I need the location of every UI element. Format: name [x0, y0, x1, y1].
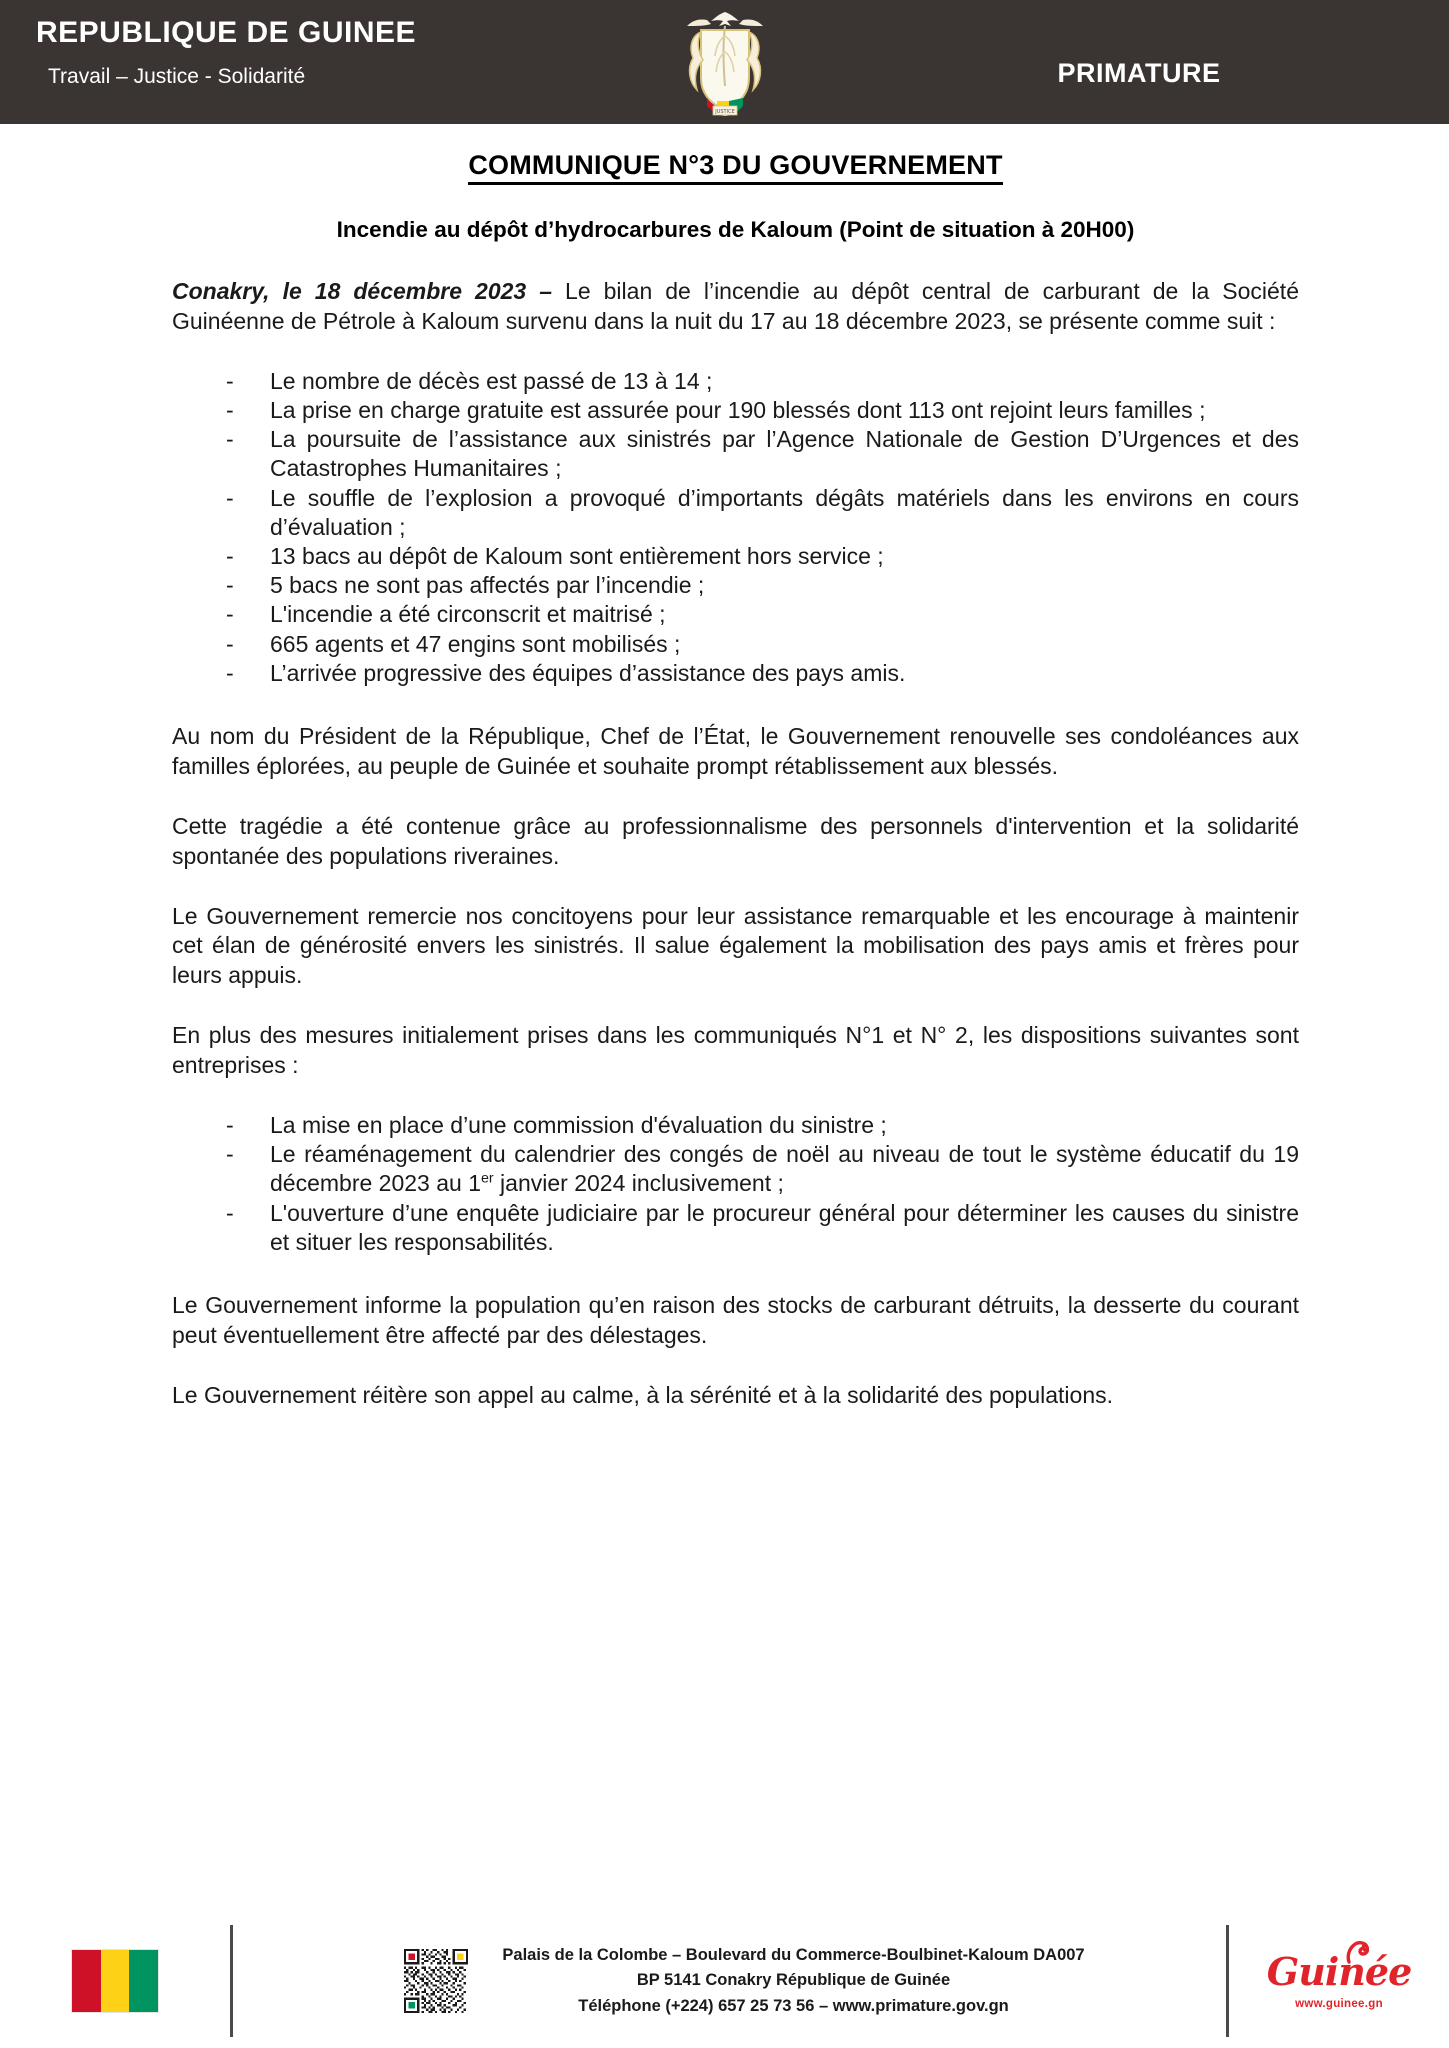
guinee-logo — [1266, 1948, 1412, 1994]
list-item-text-after: janvier 2024 inclusivement ; — [493, 1170, 784, 1197]
dateline: Conakry, le 18 décembre 2023 – — [172, 278, 553, 304]
ordinal-suffix: er — [481, 1170, 494, 1187]
svg-text:JUSTICE: JUSTICE — [714, 109, 735, 115]
page-header — [0, 0, 1449, 124]
paragraph-thanks: Le Gouvernement remercie nos concitoyens pour leur assistance remarquable et les encourage à maintenir cet élan de générosité envers les sinistrés. Il salue également la mobilisation des pays amis et frères pour leurs appuis. — [172, 902, 1299, 989]
list-item-text: La mise en place d’une commission d'évaluation du sinistre ; — [270, 1112, 887, 1139]
paragraph-condolences: Au nom du Président de la République, Chef de l’État, le Gouvernement renouvelle ses condoléances aux familles éplorées, au peuple de Guinée et souhaite prompt rétablissement aux blessés. — [172, 723, 1299, 779]
institution-name: PRIMATURE — [1057, 58, 1221, 88]
list-item: - 13 bacs au dépôt de Kaloum sont entièrement hors service ; — [218, 542, 1299, 571]
address-line-3[interactable]: Téléphone (+224) 657 25 73 56 – www.primature.gov.gn — [578, 1996, 1009, 2015]
document-title — [172, 150, 1299, 181]
list-item — [218, 1199, 1299, 1257]
lead-paragraph — [172, 277, 1299, 337]
list-item — [218, 1111, 1299, 1140]
list-item: - 5 bacs ne sont pas affectés par l’incendie ; — [218, 571, 1299, 600]
list-item-text: Le réaménagement du calendrier des congés de noël au niveau de tout le système éducatif du 19 décembre 2023 au 1 — [270, 1141, 1299, 1197]
header-left-block — [36, 16, 596, 89]
list-item — [218, 1140, 1299, 1198]
paragraph-calm: Le Gouvernement réitère son appel au calme, à la sérénité et à la solidarité des populations. — [172, 1381, 1114, 1408]
document-subtitle: Incendie au dépôt d’hydrocarbures de Kaloum (Point de situation à 20H00) — [336, 217, 1135, 242]
list-item-text: L'ouverture d’une enquête judiciaire par le procureur général pour déterminer les causes du sinistre et situer les responsabilités. — [270, 1199, 1299, 1255]
guinea-flag-icon — [71, 1949, 159, 2013]
list-item: - L’arrivée progressive des équipes d’assistance des pays amis. — [218, 659, 1299, 688]
stylized-head-icon — [1343, 1932, 1369, 1956]
guinee-logo-cell[interactable] — [1229, 1948, 1449, 2010]
list-item: - Le souffle de l’explosion a provoqué d’importants dégâts matériels dans les environs en cours d’évaluation ; — [218, 484, 1299, 542]
situation-list — [172, 367, 1299, 688]
paragraph-measures-intro: En plus des mesures initialement prises dans les communiqués N°1 et N° 2, les dispositions suivantes sont entreprises : — [172, 1022, 1299, 1079]
address-line-1: Palais de la Colombe – Boulevard du Commerce-Boulbinet-Kaloum DA007 — [502, 1945, 1085, 1964]
address-line-2: BP 5141 Conakry République de Guinée — [636, 1971, 951, 1990]
paragraph-tragedy: Cette tragédie a été contenue grâce au professionnalisme des personnels d'intervention et la solidarité spontanée des populations riveraines. — [172, 812, 1299, 869]
guinea-coat-of-arms-icon — [677, 2, 773, 122]
qr-code-icon[interactable] — [404, 1949, 468, 2013]
list-item: - L'incendie a été circonscrit et maitrisé ; — [218, 600, 1299, 629]
list-item: - La prise en charge gratuite est assurée pour 190 blessés dont 113 ont rejoint leurs familles ; — [218, 396, 1299, 425]
document-body — [0, 124, 1449, 1914]
flag-cell — [0, 1949, 230, 2013]
national-motto: Travail – Justice - Solidarité — [48, 64, 306, 88]
measures-list — [172, 1111, 1299, 1257]
lead-paragraph-text: Le bilan de l’incendie au dépôt central de carburant de la Société Guinéenne de Pétrole à Kaloum survenu dans la nuit du 17 au 18 décembre 2023, se présente comme suit : — [172, 278, 1299, 334]
list-item: - Le nombre de décès est passé de 13 à 14 ; — [218, 367, 1299, 396]
list-item: - 665 agents et 47 engins sont mobilisés ; — [218, 630, 1299, 659]
guinee-logo-text: Guinée — [1266, 1948, 1412, 1994]
country-name: REPUBLIQUE DE GUINEE — [36, 16, 417, 49]
list-item: - La poursuite de l’assistance aux sinistrés par l’Agence Nationale de Gestion D’Urgences et des Catastrophes Humanitaires ; — [218, 425, 1299, 483]
paragraph-power: Le Gouvernement informe la population qu’en raison des stocks de carburant détruits, la desserte du courant peut éventuellement être affecté par des délestages. — [172, 1292, 1299, 1348]
document-title-text: COMMUNIQUE N°3 DU GOUVERNEMENT — [468, 150, 1002, 185]
footer-address — [502, 1943, 1084, 2020]
footer-contact-block — [233, 1943, 1226, 2020]
guinee-logo-url: www.guinee.gn — [1295, 1997, 1383, 2010]
page-footer — [0, 1914, 1449, 2048]
